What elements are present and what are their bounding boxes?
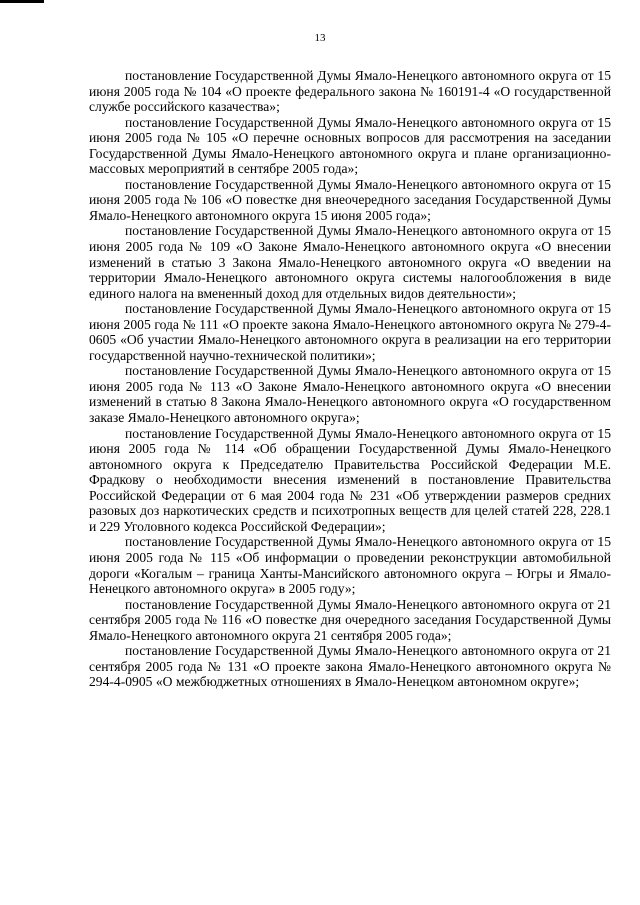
- document-body: [89, 68, 611, 690]
- paragraph-resolution-113: постановление Государственной Думы Ямало-Ненецкого автономного округа от 15 июня 2005 года № 113 «О Законе Ямало-Ненецкого автономного округа «О внесении изменений в статью 8 Закона Ямало-Ненецкого автономного округа «О государственном заказе Ямало-Ненецкого автономного округа»;: [89, 363, 611, 426]
- paragraph-resolution-116: постановление Государственной Думы Ямало-Ненецкого автономного округа от 21 сентября 2005 года № 116 «О повестке дня очередного заседания Государственной Думы Ямало-Ненецкого автономного округа 21 сентября 2005 года»;: [89, 596, 611, 643]
- paragraph-resolution-115: постановление Государственной Думы Ямало-Ненецкого автономного округа от 15 июня 2005 года № 115 «Об информации о проведении реконструкции автомобильной дороги «Когалым – граница Ханты-Мансийского автономного округа – Югры и Ямало-Ненецкого автономного округа» в 2005 году»;: [89, 534, 611, 597]
- paragraph-resolution-109: постановление Государственной Думы Ямало-Ненецкого автономного округа от 15 июня 2005 года № 109 «О Законе Ямало-Ненецкого автономного округа «О внесении изменений в статью 3 Закона Ямало-Ненецкого автономного округа «О введении на территории Ямало-Ненецкого автономного округа системы налогообложения в виде единого налога на вмененный доход для отдельных видов деятельности»;: [89, 223, 611, 301]
- paragraph-resolution-104: постановление Государственной Думы Ямало-Ненецкого автономного округа от 15 июня 2005 года № 104 «О проекте федерального закона № 160191-4 «О государственной службе российского казачества»;: [89, 68, 611, 115]
- page-number: 13: [314, 32, 326, 44]
- paragraph-resolution-131: постановление Государственной Думы Ямало-Ненецкого автономного округа от 21 сентября 2005 года № 131 «О проекте закона Ямало-Ненецкого автономного округа № 294-4-0905 «О межбюджетных отношениях в Ямало-Ненецком автономном округе»;: [89, 643, 611, 690]
- paragraph-resolution-105: постановление Государственной Думы Ямало-Ненецкого автономного округа от 15 июня 2005 года № 105 «О перечне основных вопросов для рассмотрения на заседании Государственной Думы Ямало-Ненецкого автономного округа и плане организационно-массовых мероприятий в сентябре 2005 года»;: [89, 114, 611, 177]
- paragraph-resolution-106: постановление Государственной Думы Ямало-Ненецкого автономного округа от 15 июня 2005 года № 106 «О повестке дня внеочередного заседания Государственной Думы Ямало-Ненецкого автономного округа 15 июня 2005 года»;: [89, 176, 611, 223]
- paragraph-resolution-111: постановление Государственной Думы Ямало-Ненецкого автономного округа от 15 июня 2005 года № 111 «О проекте закона Ямало-Ненецкого автономного округа № 279-4-0605 «Об участии Ямало-Ненецкого автономного округа в реализации на его территории государственной научно-технической политики»;: [89, 301, 611, 363]
- top-edge-mark: [0, 0, 44, 3]
- paragraph-resolution-114: постановление Государственной Думы Ямало-Ненецкого автономного округа от 15 июня 2005 года № 114 «Об обращении Государственной Думы Ямало-Ненецкого автономного округа к Председателю Правительства Российской Федерации М.Е. Фрадкову о необходимости внесения изменений в постановление Правительства Российской Федерации от 6 мая 2004 года № 231 «Об утверждении размеров средних разовых доз наркотических средств и психотропных веществ для целей статей 228, 228.1 и 229 Уголовного кодекса Российской Федерации»;: [89, 425, 611, 534]
